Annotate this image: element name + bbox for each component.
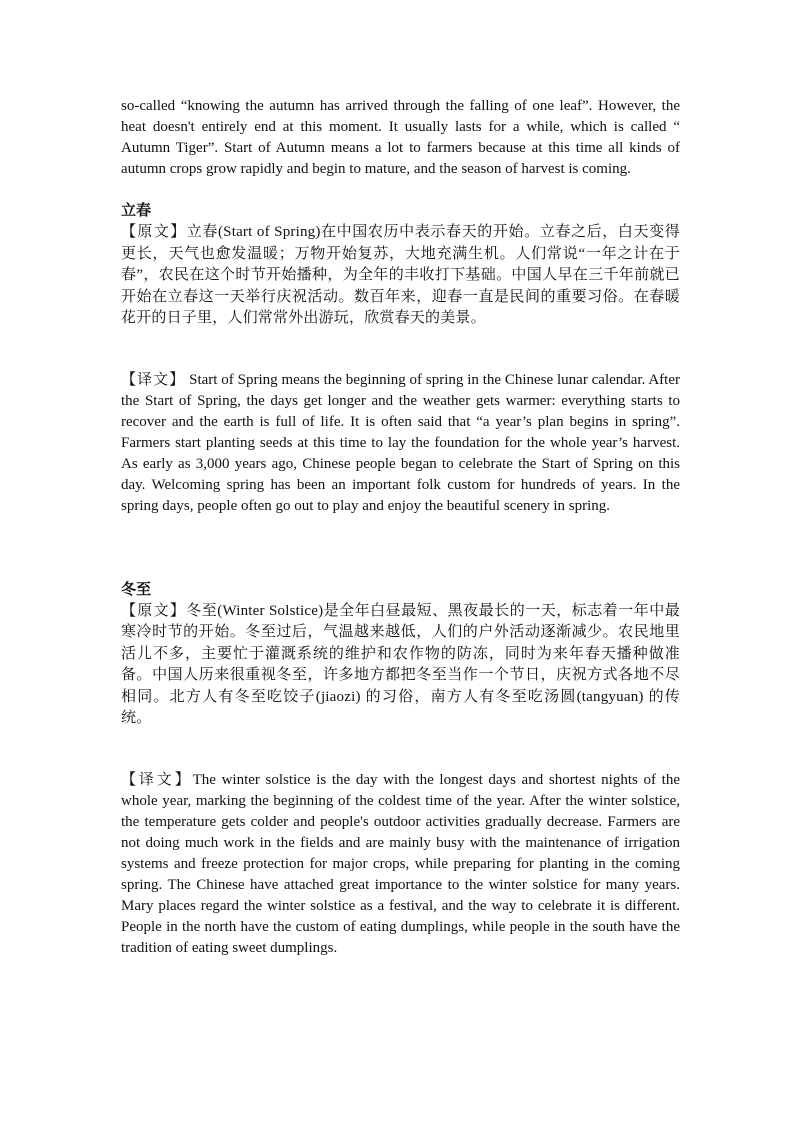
spring-translation-paragraph — [121, 370, 680, 517]
document-page — [121, 96, 680, 959]
winter-original-text: 冬至(Winter Solstice)是全年白昼最短、黑夜最长的一天，标志着一年中最寒冷时节的开始。冬至过后，气温越来越低，人们的户外活动逐渐减少。农民地里活儿不多，主要忙于灌溉系统的维护和农作物的防冻，同时为来年春天播种做准备。中国人历来很重视冬至，许多地方都把冬至当作一个节日，庆祝方式各地不尽相同。北方人有冬至吃饺子(jiaozi) 的习俗，南方人有冬至吃汤圆(tangyuan) 的传统。 — [121, 602, 680, 726]
section-title-winter-solstice: 冬至 — [121, 581, 152, 598]
original-tag: 【原文】 — [121, 224, 187, 240]
winter-translation-text: The winter solstice is the day with the longest days and shortest nights of the whole year, marking the beginning of the coldest time of the year. After the winter solstice, the temperature gets colder and people's outdoor activities gradually decrease. Farmers are not doing much work in the fields and are mainly busy with the maintenance of irrigation systems and freeze protection for major crops, while preparing for planting in the coming spring. The Chinese have attached great importance to the winter solstice for many years. Mary places regard the winter solstice as a festival, and the way to celebrate it is different. People in the north have the custom of eating dumplings, while people in the south have the tradition of eating sweet dumplings. — [121, 771, 680, 956]
spacer — [121, 517, 680, 579]
winter-translation-paragraph — [121, 770, 680, 959]
intro-paragraph: so-called “knowing the autumn has arrived through the falling of one leaf”. However, the heat doesn't entirely end at this moment. It usually lasts for a while, which is called “ Autumn Tiger”. Start of Autumn means a lot to farmers because at this time all kinds of autumn crops grow rapidly and begin to mature, and the season of harvest is coming. — [121, 98, 680, 177]
spring-translation-text: Start of Spring means the beginning of spring in the Chinese lunar calendar. After the Start of Spring, the days get longer and the weather gets warmer: everything starts to recover and the earth is full of life. It is often said that “a year’s plan begins in spring”. Farmers start planting seeds at this time to lay the foundation for the whole year’s harvest. As early as 3,000 years ago, Chinese people began to celebrate the Start of Spring on this day. Welcoming spring has been an important folk custom for hundreds of years. In the spring days, people often go out to play and enjoy the beautiful scenery in spring. — [121, 371, 680, 514]
section-title-start-of-spring: 立春 — [121, 203, 152, 219]
winter-original-paragraph — [121, 601, 680, 730]
spring-original-paragraph — [121, 222, 680, 330]
translation-tag: 【译文】 — [121, 371, 186, 388]
spacer — [121, 730, 680, 770]
spacer — [121, 180, 680, 200]
translation-tag: 【译文】 — [121, 771, 193, 788]
spring-original-text: 立春(Start of Spring)在中国农历中表示春天的开始。立春之后，白天变得更长，天气也愈发温暖；万物开始复苏，大地充满生机。人们常说“一年之计在于春”，农民在这个时节开始播种，为全年的丰收打下基础。中国人早在三千年前就已开始在立春这一天举行庆祝活动。数百年来，迎春一直是民间的重要习俗。在春暖花开的日子里，人们常常外出游玩，欣赏春天的美景。 — [121, 224, 680, 326]
spacer — [121, 330, 680, 370]
original-tag: 【原文】 — [121, 602, 187, 619]
